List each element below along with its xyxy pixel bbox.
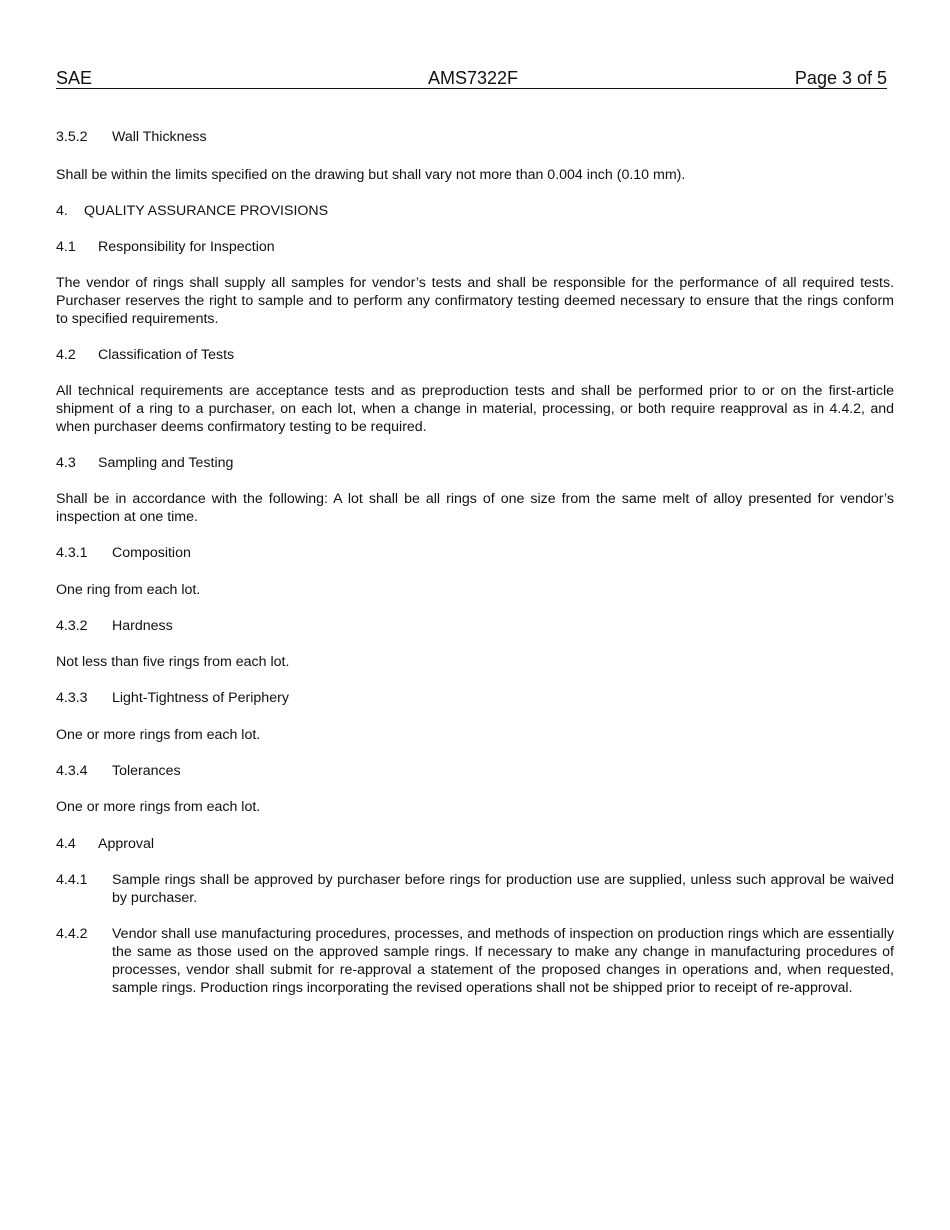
section-number: 4.3	[56, 455, 76, 471]
section-number: 4.3.1	[56, 545, 88, 561]
header-doc-number: AMS7322F	[428, 68, 519, 88]
section-heading-3-5-2	[56, 128, 894, 146]
section-item-body: Vendor shall use manufacturing procedures, processes, and methods of inspection on production rings which are essentially the same as those used on the approved sample rings. If necessary to make any change in manufacturing procedures of processes, vendor shall submit for re-approval a statement of the proposed changes in operations and, when requested, sample rings. Production rings incorporating the revised operations shall not be shipped prior to receipt of re-approval.	[112, 926, 894, 996]
section-heading-4-3	[56, 454, 894, 472]
section-title: Composition	[112, 545, 191, 561]
section-number: 4.3.3	[56, 690, 88, 706]
section-heading-4-2	[56, 346, 894, 364]
section-number: 3.5.2	[56, 129, 88, 145]
section-item-body: Sample rings shall be approved by purchaser before rings for production use are supplied, unless such approval be waived by purchaser.	[112, 872, 894, 906]
section-heading-4-3-2	[56, 617, 894, 635]
section-number: 4.1	[56, 239, 76, 255]
section-title: Light-Tightness of Periphery	[112, 690, 289, 706]
section-body-4-2: All technical requirements are acceptance tests and as preproduction tests and shall be performed prior to or on the first-article shipment of a ring to a purchaser, on each lot, when a change in material, processing, or both require reapproval as in 4.4.2, and when purchaser deems confirmatory testing to be required.	[56, 383, 894, 435]
section-title: Sampling and Testing	[98, 455, 234, 471]
section-body-4-3: Shall be in accordance with the following: A lot shall be all rings of one size from the same melt of alloy presented for vendor’s inspection at one time.	[56, 491, 894, 525]
section-number: 4.4	[56, 836, 76, 852]
section-item-4-4-2	[56, 925, 894, 997]
section-number: 4.3.2	[56, 618, 88, 634]
section-number: 4.2	[56, 347, 76, 363]
section-title: QUALITY ASSURANCE PROVISIONS	[84, 203, 329, 219]
section-body-4-3-2: Not less than five rings from each lot.	[56, 654, 290, 670]
section-heading-4-3-4	[56, 762, 894, 780]
section-body-3-5-2: Shall be within the limits specified on the drawing but shall vary not more than 0.004 inch (0.10 mm).	[56, 167, 686, 183]
section-body-4-3-3: One or more rings from each lot.	[56, 727, 261, 743]
section-item-4-4-1	[56, 871, 894, 907]
section-heading-4-3-3	[56, 689, 894, 707]
section-number: 4.3.4	[56, 763, 88, 779]
section-title: Responsibility for Inspection	[98, 239, 275, 255]
page-header	[56, 67, 887, 89]
section-title: Classification of Tests	[98, 347, 235, 363]
section-heading-4	[56, 202, 894, 220]
header-org: SAE	[56, 68, 93, 88]
section-title: Hardness	[112, 618, 173, 634]
section-number: 4.4.1	[56, 872, 88, 888]
section-title: Wall Thickness	[112, 129, 207, 145]
section-title: Approval	[98, 836, 154, 852]
section-body-4-3-4: One or more rings from each lot.	[56, 799, 261, 815]
section-title: Tolerances	[112, 763, 181, 779]
section-body-4-1: The vendor of rings shall supply all samples for vendor’s tests and shall be responsible for the performance of all required tests. Purchaser reserves the right to sample and to perform any confirmatory testing deemed necessary to ensure that the rings conform to specified requirements.	[56, 275, 894, 327]
section-number: 4.4.2	[56, 926, 88, 942]
section-heading-4-4	[56, 835, 894, 853]
section-body-4-3-1: One ring from each lot.	[56, 582, 201, 598]
section-heading-4-1	[56, 238, 894, 256]
header-page-number: Page 3 of 5	[794, 68, 887, 88]
section-heading-4-3-1	[56, 544, 894, 562]
section-number: 4.	[56, 203, 68, 219]
